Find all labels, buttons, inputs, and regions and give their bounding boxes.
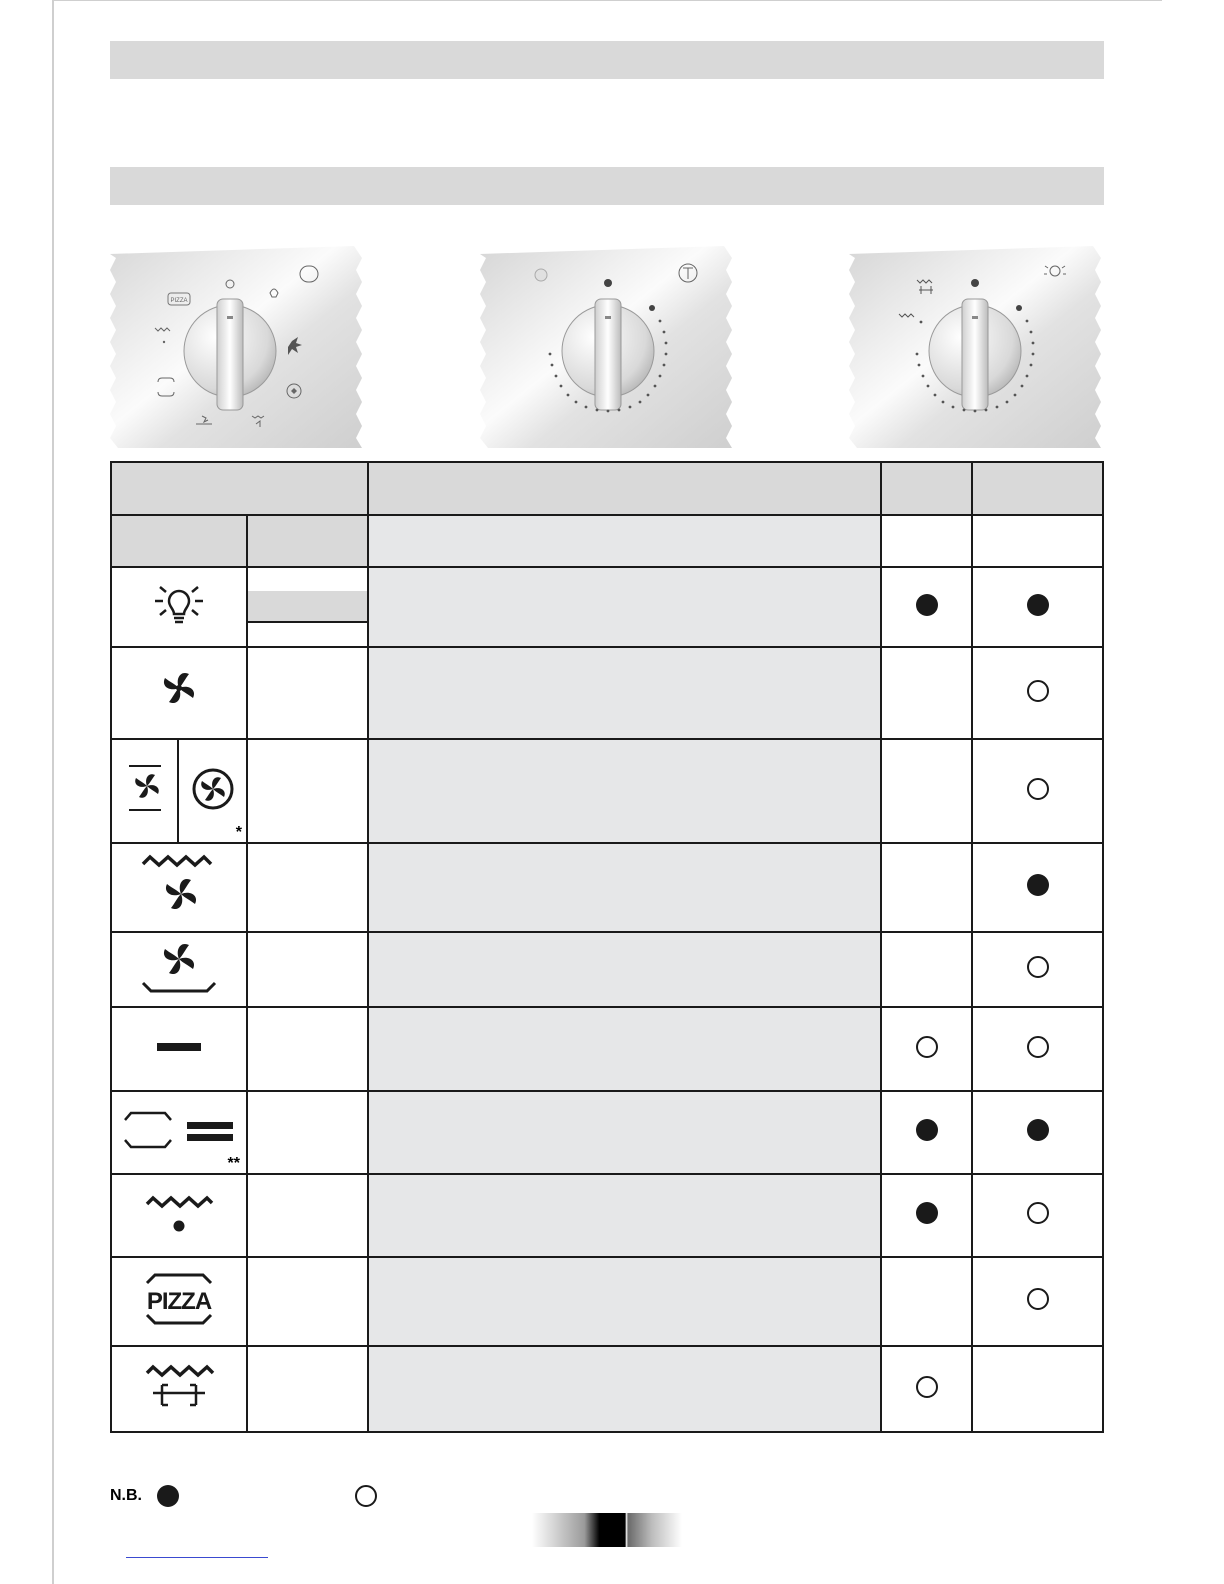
lamp-icon [111,567,247,647]
main-oven-indicator [972,1174,1103,1257]
top-oven-indicator [881,1257,972,1346]
pizza-icon-label: PIZZA [146,1287,212,1315]
top-oven-indicator [881,1346,972,1432]
subheader-symbol-cell [111,515,247,567]
fan-icon [111,647,247,739]
header-main-oven-cell [972,462,1103,515]
conventional-icon [111,1091,247,1174]
description-cell [368,567,881,647]
table-row [111,843,1103,932]
bottom-element-icon [111,1007,247,1091]
page-margin-line [52,0,54,1584]
top-oven-indicator [881,1174,972,1257]
legend-note [110,1482,380,1510]
description-cell [368,1174,881,1257]
temperature-cell [247,843,368,932]
top-oven-indicator [881,932,972,1007]
temperature-cell [247,1174,368,1257]
temperature-cell [247,932,368,1007]
main-oven-indicator [972,1091,1103,1174]
page-top-line [52,0,1162,1]
description-cell [368,843,881,932]
main-oven-indicator [972,567,1103,647]
description-cell [368,932,881,1007]
main-oven-indicator [972,1007,1103,1091]
main-oven-indicator [972,1257,1103,1346]
full-grill-icon [111,1346,247,1432]
table-row [111,567,1103,647]
footer-link-underline[interactable] [126,1557,268,1558]
nb-label: N.B. [110,1487,142,1504]
temperature-cell [247,1007,368,1091]
subheader-main-cell [972,515,1103,567]
table-row [111,932,1103,1007]
subheader-description-cell [368,515,881,567]
page-number-tab [532,1513,682,1547]
temperature-cell [247,1346,368,1432]
fan-bottom-icon [111,739,178,843]
description-cell [368,1346,881,1432]
footnote-mark: ** [227,1155,240,1172]
function-selector-knob [110,246,364,448]
description-cell [368,1091,881,1174]
table-row [111,1091,1103,1174]
grill-fan-icon [111,843,247,932]
thermostat-knob [480,246,734,448]
footnote-mark: * [235,824,242,841]
temperature-cell [247,739,368,843]
top-oven-indicator [881,843,972,932]
pizza-icon [111,1257,247,1346]
description-cell [368,1007,881,1091]
subheader-temperature-cell [247,515,368,567]
top-oven-indicator [881,1091,972,1174]
temperature-cell [247,1091,368,1174]
temperature-cell [247,647,368,739]
circular-fan-icon [178,739,247,843]
main-oven-indicator [972,1346,1103,1432]
bottom-fan-icon [111,932,247,1007]
table-row [111,1346,1103,1432]
filled-dot-icon [154,1482,182,1510]
empty-dot-icon [352,1482,380,1510]
grill-icon [111,1174,247,1257]
top-oven-indicator [881,739,972,843]
header-symbol-cell [111,462,368,515]
oven-functions-table [110,461,1104,1433]
section-header-band-1 [110,41,1104,79]
main-oven-indicator [972,932,1103,1007]
header-description-cell [368,462,881,515]
description-cell [368,647,881,739]
header-top-oven-cell [881,462,972,515]
table-row [111,647,1103,739]
section-header-band-2 [110,167,1104,205]
top-oven-indicator [881,647,972,739]
table-row [111,1174,1103,1257]
description-cell [368,739,881,843]
table-row [111,1257,1103,1346]
description-cell [368,1257,881,1346]
main-oven-indicator [972,647,1103,739]
table-row [111,1007,1103,1091]
table-row [111,739,1103,843]
grill-temperature-knob [849,246,1103,448]
temperature-cell [247,1257,368,1346]
main-oven-indicator [972,843,1103,932]
temperature-cell [247,567,368,647]
top-oven-indicator [881,1007,972,1091]
svg-text:PIZZA: PIZZA [170,298,188,304]
top-oven-indicator [881,567,972,647]
subheader-top-cell [881,515,972,567]
main-oven-indicator [972,739,1103,843]
